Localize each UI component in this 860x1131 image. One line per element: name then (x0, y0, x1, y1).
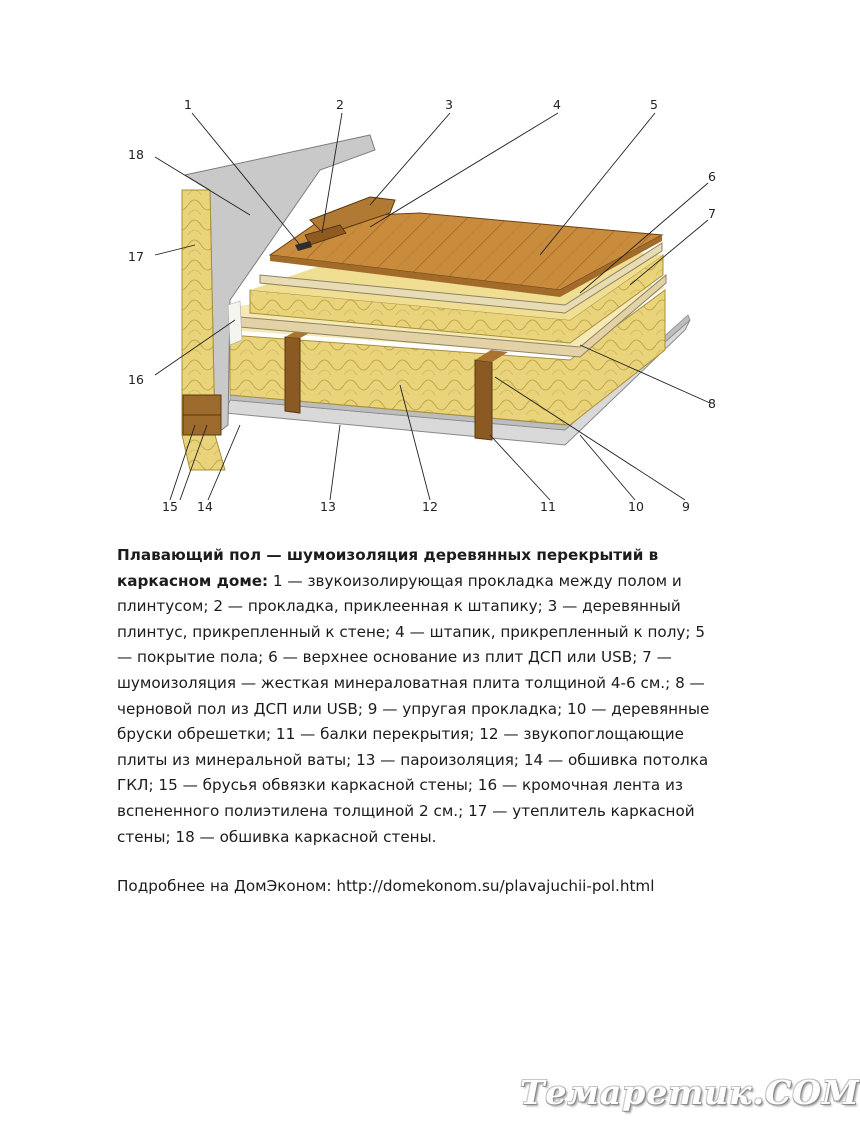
callout-14: 14 (197, 499, 213, 514)
callout-12: 12 (422, 499, 438, 514)
callout-6: 6 (708, 169, 716, 184)
callout-9: 9 (682, 499, 690, 514)
callout-5: 5 (650, 97, 658, 112)
callout-3: 3 (445, 97, 453, 112)
floor-construction-diagram (110, 95, 716, 520)
caption-legend: 1 — звукоизолирующая прокладка между полом и плинтусом; 2 — прокладка, приклеенная к штапику; 3 — деревянный плинтус, прикрепленный к стене; 4 — штапик, прикрепленный к полу; 5 — покрытие пола; 6 — верхнее основание из плит ДСП или USB; 7 — шумоизоляция — жесткая минераловатная плита толщиной 4-6 см.; 8 — черновой пол из ДСП или USB; 9 — упругая прокладка; 10 — деревянные бруски обрешетки; 11 — балки перекрытия; 12 — звукопоглощающие плиты из минеральной ваты; 13 — пароизоляция; 14 — обшивка потолка ГКЛ; 15 — брусья обвязки каркасной стены; 16 — кромочная лента из вспененного полиэтилена толщиной 2 см.; 17 — утеплитель каркасной стены; 18 — обшивка каркасной стены. (117, 571, 710, 846)
callout-11: 11 (540, 499, 556, 514)
callout-10: 10 (628, 499, 644, 514)
joist-beam-2 (475, 360, 492, 440)
floor-diagram-drawing (110, 95, 710, 520)
callout-13: 13 (320, 499, 336, 514)
callout-16: 16 (128, 372, 144, 387)
callout-4: 4 (553, 97, 561, 112)
joist-beam-1 (285, 337, 300, 413)
callout-18: 18 (128, 147, 144, 162)
site-watermark: Темаретик.СОМ (520, 1073, 860, 1112)
callout-8: 8 (708, 396, 716, 411)
caption-title: Плавающий пол — шумоизоляция деревянных перекрытий в каркасном доме: (117, 546, 659, 590)
figure-caption (117, 543, 717, 850)
callout-2: 2 (336, 97, 344, 112)
callout-1: 1 (184, 97, 192, 112)
callout-7: 7 (708, 206, 716, 221)
callout-17: 17 (128, 249, 144, 264)
source-link-line: Подробнее на ДомЭконом: http://domekonom.su/plavajuchii-pol.html (117, 877, 655, 895)
callout-15: 15 (162, 499, 178, 514)
